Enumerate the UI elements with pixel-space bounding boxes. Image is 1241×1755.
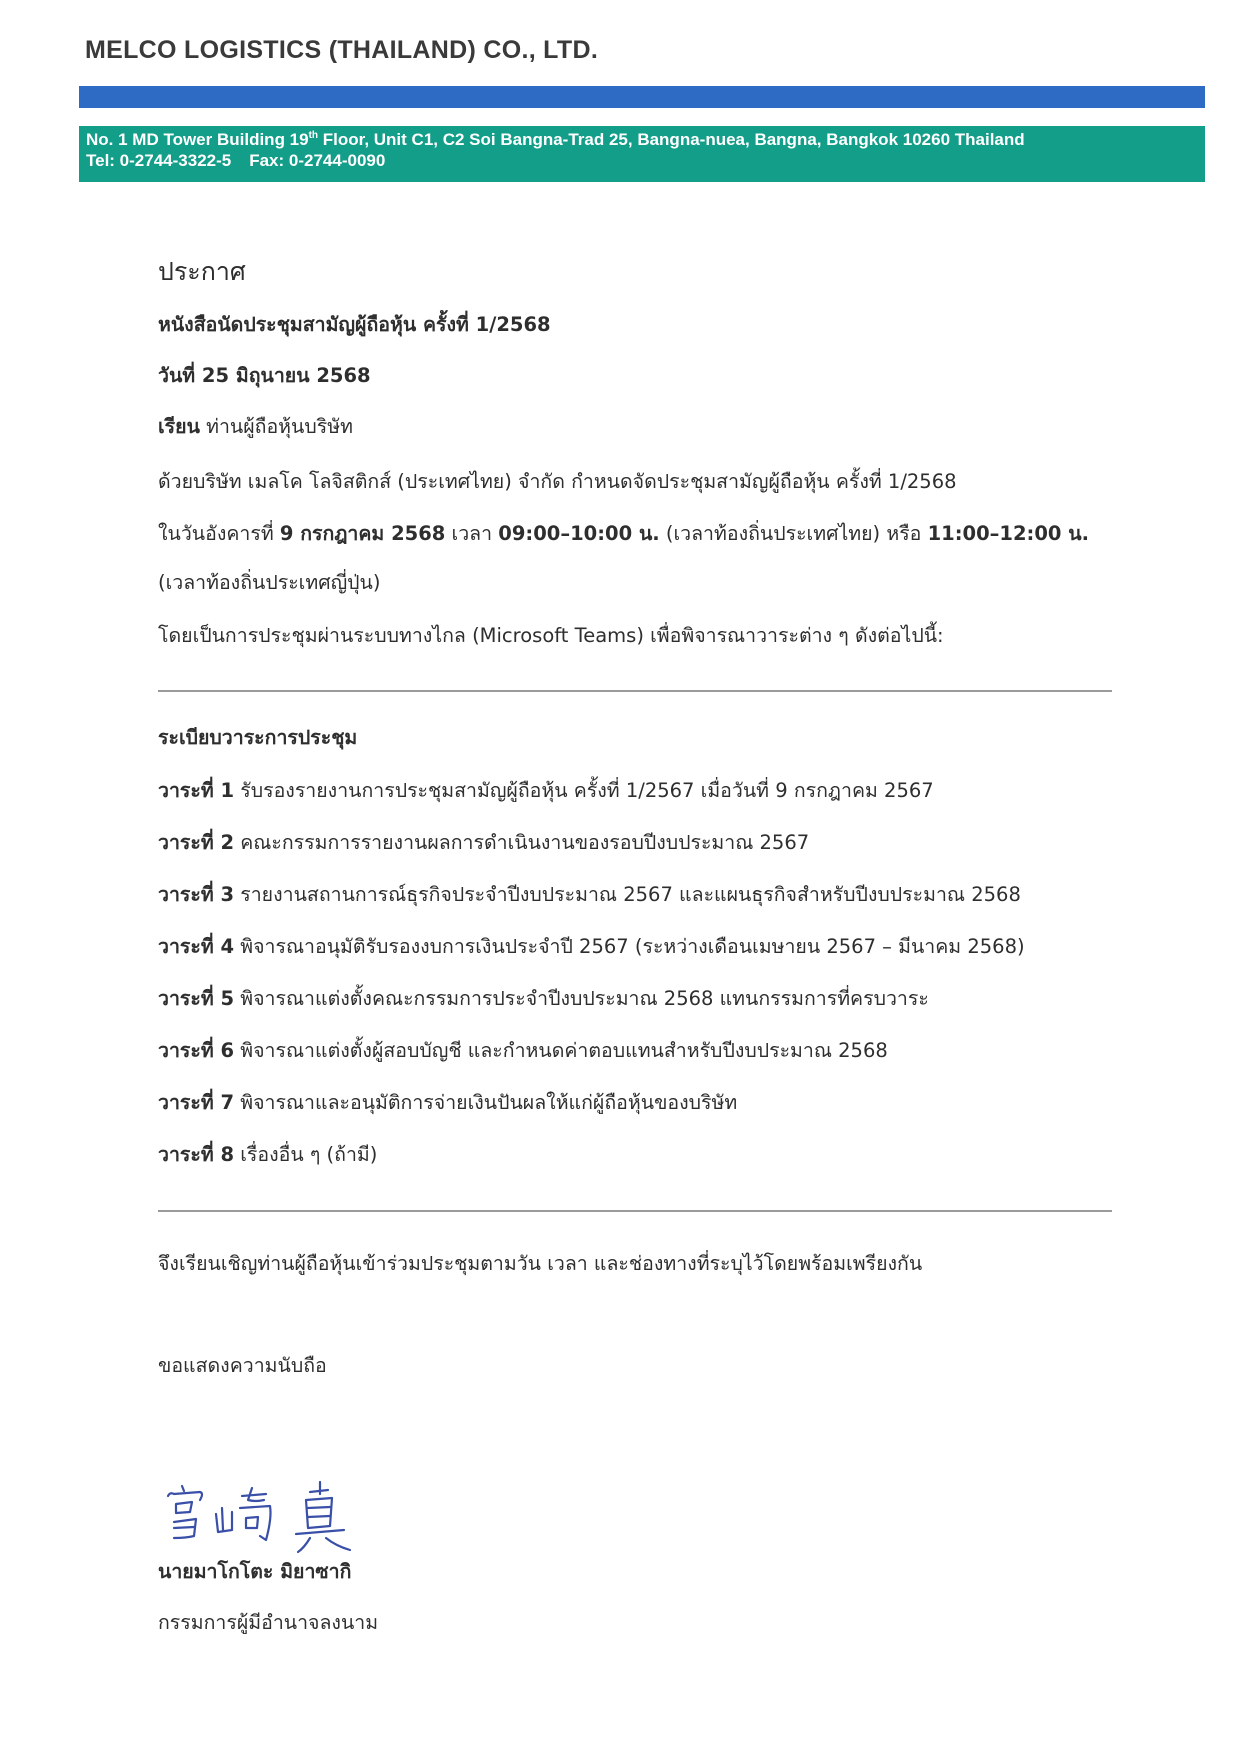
para2-time-label: เวลา — [445, 522, 499, 545]
agenda-item-label: วาระที่ 5 — [158, 987, 235, 1010]
agenda-item — [158, 1087, 737, 1118]
para2-thai-tz: (เวลาท้องถิ่นประเทศไทย) หรือ — [659, 522, 928, 545]
notice-subject: หนังสือนัดประชุมสามัญผู้ถือหุ้น ครั้งที่ 1/2568 — [158, 313, 551, 336]
notice-date: วันที่ 25 มิถุนายน 2568 — [158, 364, 371, 387]
agenda-item-label: วาระที่ 1 — [158, 779, 235, 802]
notice-paragraph-2 — [158, 518, 1089, 549]
agenda-item-text: พิจารณาและอนุมัติการจ่ายเงินปันผลให้แก่ผู้ถือหุ้นของบริษัท — [234, 1091, 738, 1114]
meeting-time-japan: 11:00–12:00 น. — [927, 522, 1090, 545]
agenda-item — [158, 1035, 888, 1066]
agenda-item-label: วาระที่ 8 — [158, 1143, 235, 1166]
recipient-label: เรียน — [158, 415, 200, 438]
agenda-item-label: วาระที่ 7 — [158, 1091, 235, 1114]
notice-heading: ประกาศ — [158, 257, 246, 286]
agenda-item — [158, 983, 929, 1014]
letterhead-address-bar — [79, 126, 1205, 182]
agenda-item-text: พิจารณาแต่งตั้งผู้สอบบัญชี และกำหนดค่าตอบแทนสำหรับปีงบประมาณ 2568 — [234, 1039, 888, 1062]
agenda-item-label: วาระที่ 4 — [158, 935, 235, 958]
meeting-time-thailand: 09:00–10:00 น. — [498, 522, 660, 545]
handwritten-signature — [160, 1478, 380, 1558]
signer-title: กรรมการผู้มีอำนาจลงนาม — [158, 1611, 379, 1634]
fax: Fax: 0-2744-0090 — [249, 151, 386, 170]
agenda-item-text: รับรองรายงานการประชุมสามัญผู้ถือหุ้น ครั้งที่ 1/2567 เมื่อวันที่ 9 กรกฎาคม 2567 — [234, 779, 934, 802]
notice-paragraph-1: ด้วยบริษัท เมลโค โลจิสติกส์ (ประเทศไทย) จำกัด กำหนดจัดประชุมสามัญผู้ถือหุ้น ครั้งที่ 1/2568 — [158, 470, 957, 493]
closing-invitation: จึงเรียนเชิญท่านผู้ถือหุ้นเข้าร่วมประชุมตามวัน เวลา และช่องทางที่ระบุไว้โดยพร้อมเพรียงกัน — [158, 1252, 923, 1275]
notice-paragraph-3: (เวลาท้องถิ่นประเทศญี่ปุ่น) — [158, 571, 381, 594]
para2-prefix: ในวันอังคารที่ — [158, 522, 280, 545]
meeting-date: 9 กรกฎาคม 2568 — [279, 522, 446, 545]
notice-paragraph-4: โดยเป็นการประชุมผ่านระบบทางไกล (Microsoft Teams) เพื่อพิจารณาวาระต่าง ๆ ดังต่อไปนี้: — [158, 624, 944, 647]
closing-regards: ขอแสดงความนับถือ — [158, 1354, 327, 1377]
address-text-pre: No. 1 MD Tower Building 19 — [86, 130, 309, 149]
agenda-item-text: เรื่องอื่น ๆ (ถ้ามี) — [234, 1143, 378, 1166]
agenda-item-text: พิจารณาอนุมัติรับรองงบการเงินประจำปี 2567 (ระหว่างเดือนเมษายน 2567 – มีนาคม 2568) — [234, 935, 1025, 958]
address-line — [86, 129, 1205, 150]
company-name: MELCO LOGISTICS (THAILAND) CO., LTD. — [85, 36, 599, 64]
agenda-item-label: วาระที่ 3 — [158, 883, 235, 906]
agenda-item-text: รายงานสถานการณ์ธุรกิจประจำปีงบประมาณ 2567 และแผนธุรกิจสำหรับปีงบประมาณ 2568 — [234, 883, 1021, 906]
agenda-item — [158, 931, 1025, 962]
agenda-item-text: คณะกรรมการรายงานผลการดำเนินงานของรอบปีงบประมาณ 2567 — [234, 831, 810, 854]
section-divider-bottom — [158, 1210, 1112, 1212]
agenda-item — [158, 1139, 377, 1170]
telephone: Tel: 0-2744-3322-5 — [86, 151, 232, 170]
address-text-post: Floor, Unit C1, C2 Soi Bangna-Trad 25, Bangna-nuea, Bangna, Bangkok 10260 Thailand — [318, 130, 1025, 149]
letterhead-blue-bar — [79, 86, 1205, 108]
agenda-item — [158, 879, 1021, 910]
recipient-value: ท่านผู้ถือหุ้นบริษัท — [199, 415, 353, 438]
agenda-item-label: วาระที่ 6 — [158, 1039, 235, 1062]
agenda-item — [158, 775, 934, 806]
agenda-item-text: พิจารณาแต่งตั้งคณะกรรมการประจำปีงบประมาณ 2568 แทนกรรมการที่ครบวาระ — [234, 987, 929, 1010]
contact-line — [86, 150, 1205, 171]
signer-name: นายมาโกโตะ มิยาซากิ — [158, 1560, 352, 1583]
address-superscript: th — [308, 130, 319, 141]
section-divider-top — [158, 690, 1112, 692]
agenda-title: ระเบียบวาระการประชุม — [158, 726, 358, 749]
agenda-item-label: วาระที่ 2 — [158, 831, 235, 854]
notice-recipient — [158, 411, 353, 442]
agenda-item — [158, 827, 809, 858]
